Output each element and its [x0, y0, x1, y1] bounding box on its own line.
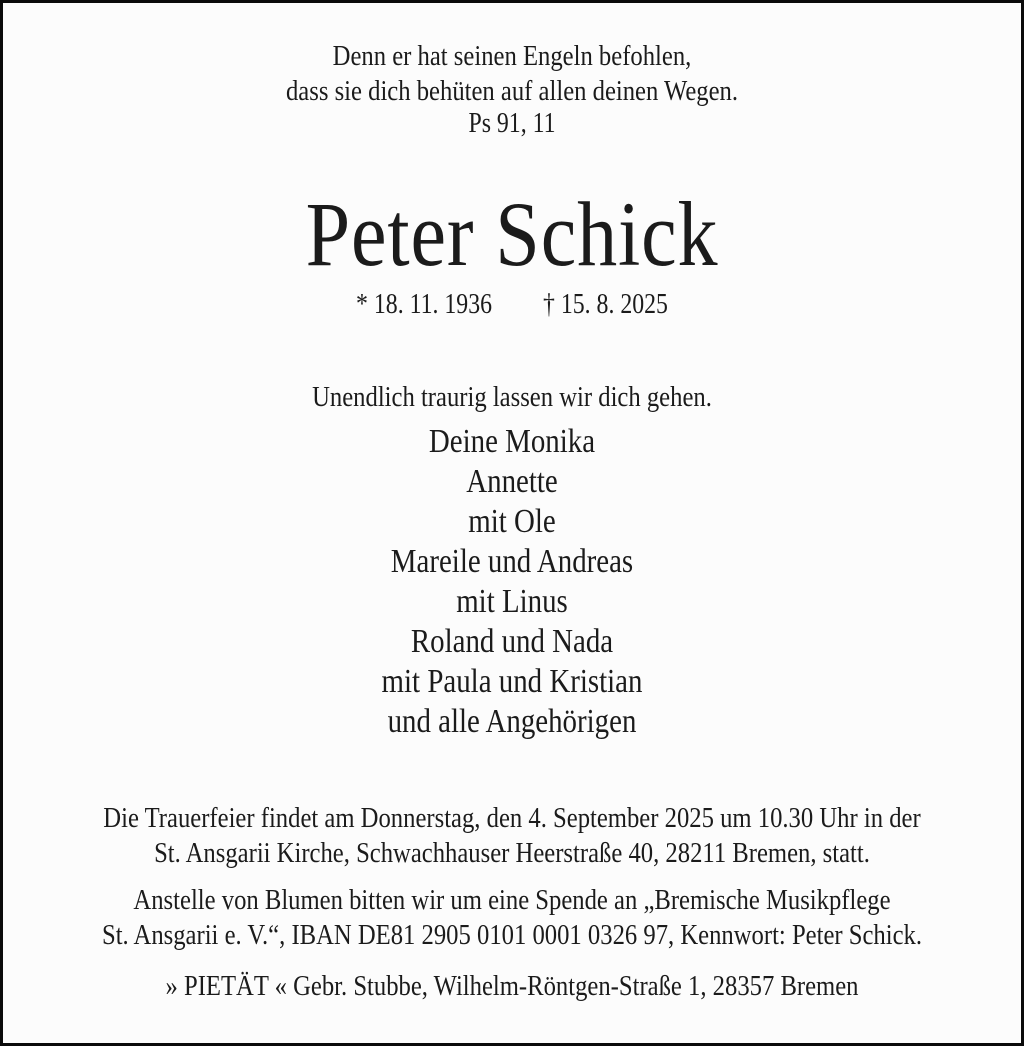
verse-line-2: dass sie dich behüten auf allen deinen Wegen.: [285, 75, 739, 107]
undertaker-line: » PIETÄT « Gebr. Stubbe, Wilhelm-Röntgen-Straße 1, 28357 Bremen: [165, 970, 859, 1002]
family-member: Deine Monika: [428, 423, 596, 460]
verse-line-1: Denn er hat seinen Engeln befohlen,: [332, 40, 692, 72]
scripture-verse: [79, 39, 944, 109]
farewell-line: Unendlich traurig lassen wir dich gehen.: [312, 381, 712, 413]
psalm-reference: Ps 91, 11: [468, 108, 556, 139]
family-member: und alle Angehörigen: [387, 703, 637, 740]
donation-line-1: Anstelle von Blumen bitten wir um eine Spende an „Bremische Musikpflege: [133, 884, 891, 916]
life-dates: [79, 288, 944, 322]
family-list: [79, 422, 944, 742]
birth-date: * 18. 11. 1936: [356, 289, 493, 320]
donation-info: [79, 883, 944, 953]
family-member: mit Linus: [456, 583, 568, 620]
donation-line-2: St. Ansgarii e. V.“, IBAN DE81 2905 0101 0001 0326 97, Kennwort: Peter Schick.: [101, 919, 923, 951]
deceased-name: Peter Schick: [305, 183, 719, 285]
death-date: † 15. 8. 2025: [543, 289, 668, 320]
service-line-1: Die Trauerfeier findet am Donnerstag, den 4. September 2025 um 10.30 Uhr in der: [103, 802, 921, 834]
service-info: [79, 801, 944, 871]
family-member: Annette: [466, 463, 558, 500]
family-member: mit Ole: [468, 503, 556, 540]
family-member: Roland und Nada: [410, 623, 614, 660]
service-line-2: St. Ansgarii Kirche, Schwachhauser Heerstraße 40, 28211 Bremen, statt.: [154, 837, 870, 869]
family-member: mit Paula und Kristian: [381, 663, 643, 700]
family-member: Mareile und Andreas: [390, 543, 634, 580]
